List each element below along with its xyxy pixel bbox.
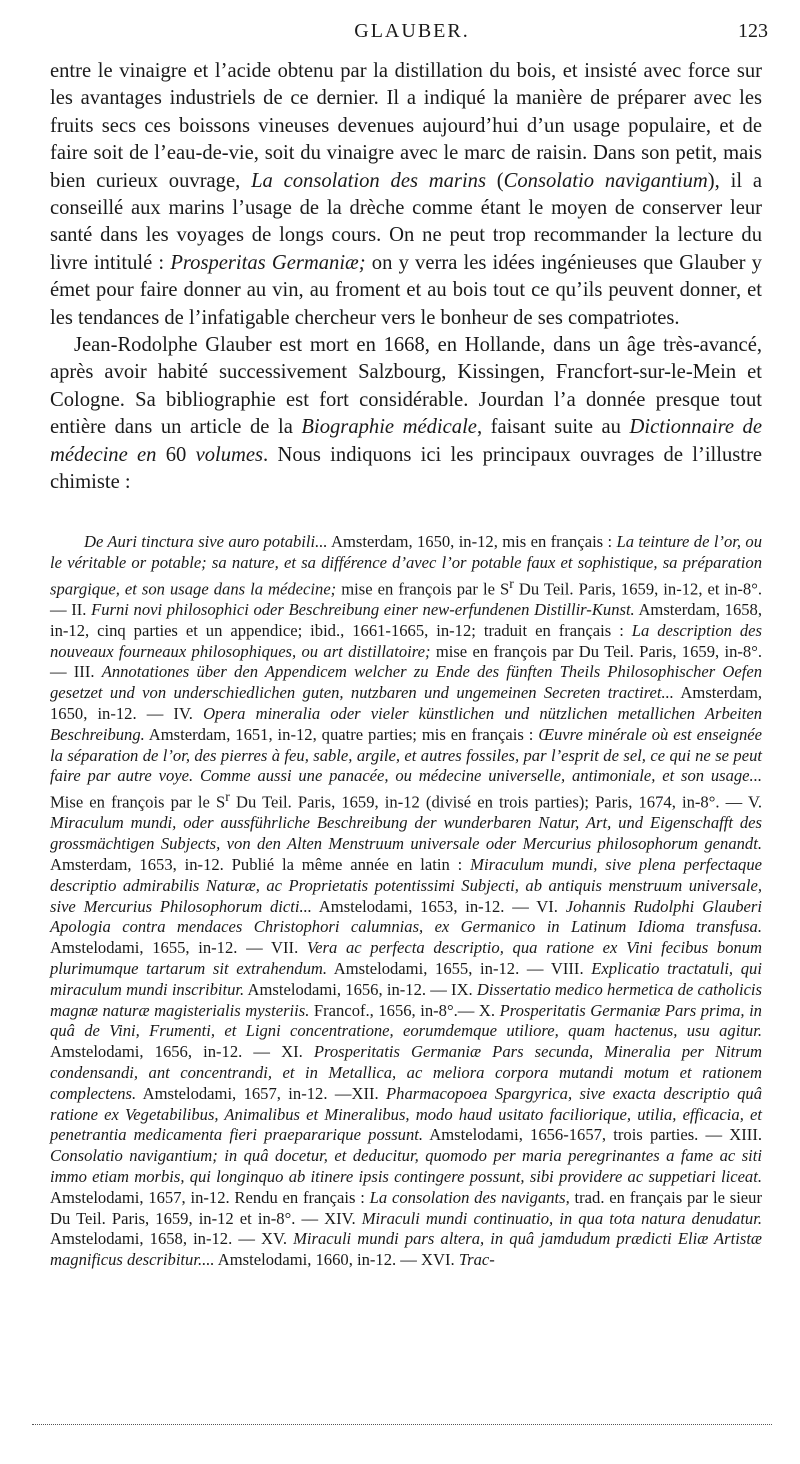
text-run: Amstelodami, 1656, in-12. — IX. [244,979,477,999]
body-text [50,58,762,497]
text-run: ), il a conseillé aux marins l’usage de la drèche comme étant le moyen de conserver leur santé dans les voyages de longs cours. On ne peut trop recommander la lecture du livre intitulé : [50,169,762,274]
text-run: Amstelodami, 1655, in-12. — VIII. [327,959,592,978]
italic-run: La description des nouveaux fourneaux philosophiques, ou art distillatoire; [50,620,762,661]
italic-run: Explicatio tractatuli, qui miraculum mundi inscribitur. [50,959,762,999]
text-run: on y verra les idées ingénieuses que Glauber y émet pour faire donner au vin, au froment et au bois tout ce qu’ils peuvent donner, et les tendances de l’infatigable chercheur vers le bonheur de ses compatriotes. [50,251,762,329]
text-run: Amstelodami, 1660, in-12. — XVI. [214,1250,459,1270]
text-run: Amstelodami, 1658, in-12. — XV. [50,1229,294,1249]
text-run: Amsterdam, 1658, in-12, cinq parties et un appendice; ibid., 1661-1665, in-12; traduit en français : [50,599,762,640]
italic-run: Dissertatio medico hermetica de catholicis magnæ naturæ magisterialis mysteriis. [50,979,762,1020]
italic-run: Trac- [458,1250,495,1270]
italic-run: La consolation des navigants, [369,1187,570,1207]
text-run: trad. en français par le sieur Du Teil. Paris, 1659, in-12 et in-8°. — XIV. [50,1187,762,1228]
text-run: Amstelodami, 1656-1657, trois parties. — XIII. [423,1125,762,1145]
italic-run: Biographie médicale [301,416,477,439]
text-run: Amsterdam, 1653, in-12. Publié la même année en latin : [50,855,471,875]
italic-run: Miraculi mundi pars altera, in quâ jamdudum prædicti Eliæ Artistæ magnificus describitur.... [50,1229,762,1270]
italic-run: Miraculi mundi continuatio, in qua tota natura denudatur. [361,1208,762,1228]
text-run: entre le vinaigre et l’acide obtenu par la distillation du bois, et insisté avec force sur les avantages industriels de ce dernier. Il a indiqué la manière de préparer avec les fruits secs ces boissons vineuses devenues aujourd’hui d’un usage populaire, et de faire soit de l’eau-de-vie, soit du vinaigre avec le marc de raisin. Dans son petit, mais bien curieux ouvrage, [50,60,762,192]
text-run: Jean-Rodolphe Glauber est mort en 1668, en Hollande, dans un âge très-avancé, après avoir habité successivement Salzbourg, Kissingen, Francfort-sur-le-Mein et Cologne. Sa bibliographie est fort considérable. Jourdan l’a donnée presque tout entière dans un article de la [50,334,762,439]
paragraph [50,332,762,496]
italic-run: Consolatio navigantium; in quâ docetur, et deducitur, quomodo per maria peregrinantes a fame ac siti immo etiam morbis, qui longinquo ab itinere ipsis contingere possunt, sibi providere ac suppetiari liceat. [50,1146,762,1186]
text-run: Amsterdam, 1651, in-12, quatre parties; mis en français : [144,724,539,744]
running-title: GLAUBER. [354,20,470,42]
italic-run: Opera mineralia oder vieler künstlichen und nützlichen metallichen Arbeiten Beschreibung. [50,703,762,744]
italic-run: Prosperitatis Germaniæ Pars prima, in quâ de Vini, Frumenti, et Ligni concentratione, eorumdemque utiliore, quam hactenus, usu agitur. [50,1000,762,1041]
text-run: 60 [156,443,196,466]
italic-run: Dictionnaire de médecine en [50,416,762,466]
superscript-run: r [509,575,514,591]
paragraph [50,58,762,332]
text-run: Francof., 1656, in-8°.— X. [309,1000,500,1020]
running-header [56,20,768,50]
italic-run: Johannis Rudolphi Glauberi Apologia contra mendaces Christophori calumnias, ex Germanico in Latinum Idioma transfusa. [50,896,762,937]
footer-rule [32,1424,772,1425]
text-run: mise en françois par Du Teil. Paris, 1659, in-8°. — III. [50,641,762,682]
italic-run: La teinture de l’or, ou le véritable or potable; sa nature, et sa différence d’avec l’or potable faux et sophistique, sa préparation spargique, et son usage dans la médecine; [50,532,762,599]
italic-run: Prosperitatis Germaniæ Pars secunda, Mineralia per Nitrum condensandi, ant concentrandi, et in Metallica, ac meliora corpora mutandi motum et rationem complectens. [50,1042,762,1103]
text-run: Amstelodami, 1657, in-12. Rendu en français : [50,1187,370,1207]
text-run: ( [485,169,504,192]
page-number: 123 [738,20,768,42]
text-run: Amsterdam, 1650, in-12, mis en français : [327,532,617,551]
text-run: Du Teil. Paris, 1659, in-12, et in-8°. — II. [50,579,762,619]
text-run: , faisant suite au [476,416,630,439]
text-run: Amstelodami, 1656, in-12. — XI. [50,1042,314,1062]
text-run: Amstelodami, 1653, in-12. — VI. [311,896,566,916]
italic-run: volumes [195,443,264,466]
italic-run: Miraculum mundi, sive plena perfectaque descriptio admirabilis Naturæ, ac Proprietatis potentissimi Subjecti, ab antiquis menstruum universale, sive Mercurius Philosophorum dicti... [50,855,762,916]
text-run: . Nous indiquons ici les principaux ouvrages de l’illustre chimiste : [50,443,763,494]
text-run: Mise en françois par le S [50,792,226,812]
italic-run: Annotationes über den Appendicem welcher zu Ende des fünften Theils Philosophischer Oefen gesetzet und von underschiedlichen guten, nutzbaren und ungemeinen Secreten tractiret... [50,662,762,703]
italic-run: Œuvre minérale où est enseignée la séparation de l’or, des pierres à feu, sable, argile, et autres fossiles, par l’esprit de sel, ce qui ne se peut faire par autre voye. Comme aussi une panacée, ou médecine universelle, antimoniale, et son usage... [50,724,762,786]
italic-run: Pharmacopoea Spargyrica, sive exacta descriptio quâ ratione ex Vegetabilibus, Animalibus et Mineralibus, modo haud usitato faciliorique, utilia, efficacia, et penetrantia medicamenta fieri praepararique possunt. [50,1083,762,1145]
text-run: Amstelodami, 1655, in-12. — VII. [50,938,307,958]
italic-run: Miraculum mundi, oder aussführliche Beschreibung der wunderbaren Natur, Art, und Eigenschafft des grossmächtigen Subjects, von den Alten Menstruum universale oder Mercurius philosophorum genandt. [50,813,762,854]
bibliography-note [50,532,762,1271]
italic-run: Consolatio navigantium [503,169,708,192]
text-run: mise en françois par le S [336,579,510,599]
italic-run: De Auri tinctura sive auro potabili... [84,532,328,551]
italic-run: Prosperitas Germaniæ; [170,251,366,274]
text-run: Amsterdam, 1650, in-12. — IV. [50,683,762,723]
bibliography-entries [50,532,762,1271]
superscript-run: r [225,789,230,805]
text-run: Du Teil. Paris, 1659, in-12 (divisé en trois parties); Paris, 1674, in-8°. — V. [229,792,762,812]
italic-run: Furni novi philosophici oder Beschreibung einer new-erfundenen Distillir-Kunst. [91,599,635,619]
italic-run: La consolation des marins [251,169,486,192]
text-run: Amstelodami, 1657, in-12. —XII. [136,1083,387,1103]
italic-run: Vera ac perfecta descriptio, qua ratione ex Vini fecibus bonum plurimumque tartarum sit extrahendum. [50,938,762,978]
